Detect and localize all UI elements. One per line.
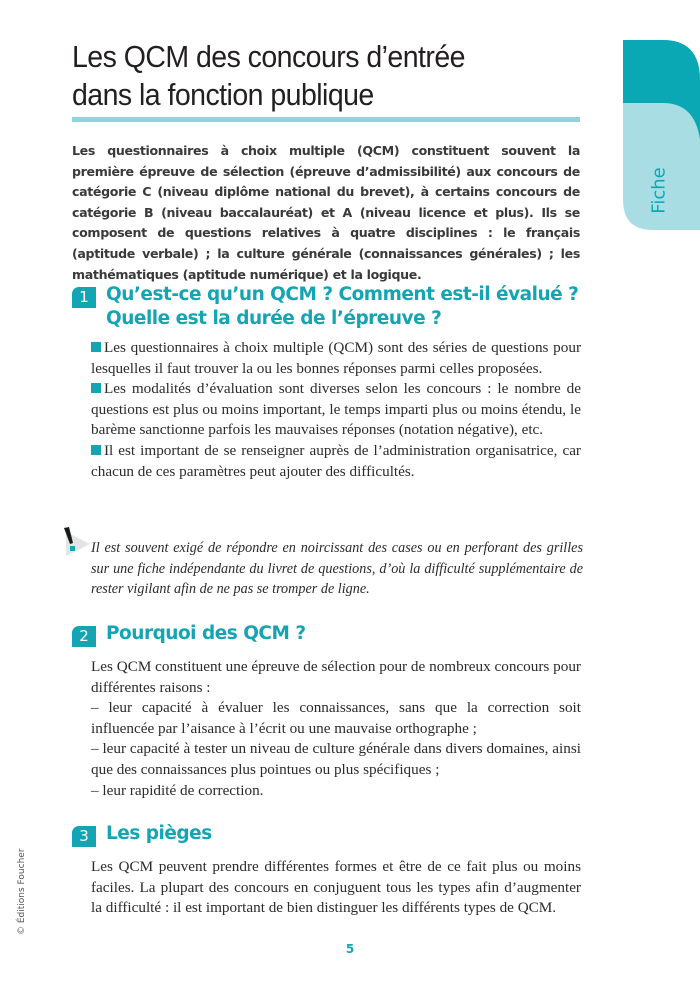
title-underline xyxy=(72,117,580,122)
section-3-heading xyxy=(72,822,212,847)
bullet-text: Il est important de se renseigner auprès de l’administration organisatrice, car chacun de ces paramètres peut ajouter des difficultés. xyxy=(91,441,581,480)
section-heading: Pourquoi des QCM ? xyxy=(106,623,306,644)
square-bullet-icon xyxy=(91,342,101,352)
side-tab-label: Fiche xyxy=(648,167,670,214)
section-number-badge: 1 xyxy=(72,287,96,308)
note-callout: Il est souvent exigé de répondre en noircissant des cases ou en perforant des grilles sur une fiche indépendante du livret de questions, d’où la difficulté supplémentaire de rester vigilant afin de ne pas se tromper de ligne. xyxy=(91,540,583,597)
exclamation-note-icon xyxy=(60,526,92,558)
dash-list-item: – leur capacité à tester un niveau de culture générale dans divers domaines, ainsi que des connaissances plus pointues ou plus spécifiques ; xyxy=(91,740,581,778)
dash-list-item: – leur rapidité de correction. xyxy=(91,781,264,799)
bullet-text: Les modalités d’évaluation sont diverses selon les concours : le nombre de questions est plus ou moins important, le temps imparti plus ou moins étendu, le barème sanctionne parfois les mauvaises réponses (notation négative), etc. xyxy=(91,380,581,439)
section-heading: Les pièges xyxy=(106,823,212,844)
title-line-2: dans la fonction publique xyxy=(72,77,374,112)
section-number-badge: 3 xyxy=(72,826,96,847)
section-1-bullet-list xyxy=(91,338,581,482)
section-heading: Qu’est-ce qu’un QCM ? Comment est-il évalué ? Quelle est la durée de l’épreuve ? xyxy=(106,284,579,329)
page-title xyxy=(72,38,550,114)
fiche-side-tab xyxy=(623,40,700,230)
section-number-badge: 2 xyxy=(72,626,96,647)
section-1-heading xyxy=(72,283,578,331)
section-2-body xyxy=(91,657,581,801)
square-bullet-icon xyxy=(91,383,101,393)
page-number: 5 xyxy=(345,942,355,956)
dash-list-item: – leur capacité à évaluer les connaissances, sans que la correction soit influencée par l’aisance à l’écrit ou une mauvaise orthographe ; xyxy=(91,699,581,737)
bullet-text: Les questionnaires à choix multiple (QCM) sont des séries de questions pour lesquelles il faut trouver la ou les bonnes réponses parmi celles proposées. xyxy=(91,339,581,377)
section-2-intro: Les QCM constituent une épreuve de sélection pour de nombreux concours pour différentes raisons : xyxy=(91,658,581,696)
copyright-notice: © Éditions Foucher xyxy=(17,848,27,935)
intro-paragraph: Les questionnaires à choix multiple (QCM) constituent souvent la première épreuve de sélection (épreuve d’admissibilité) aux concours de catégorie C (niveau diplôme national du brevet), à certains concours de catégorie B (niveau baccalauréat) et A (niveau licence et plus). Ils se composent de questions relatives à quatre disciplines : le français (aptitude verbale) ; la culture générale (connaissances générales) ; les mathématiques (aptitude numérique) et la logique. xyxy=(72,143,580,282)
section-3-body: Les QCM peuvent prendre différentes formes et être de ce fait plus ou moins faciles. La plupart des concours en conjuguent tous les types afin d’augmenter la difficulté : il est important de bien distinguer les différents types de QCM. xyxy=(91,858,581,917)
square-bullet-icon xyxy=(91,445,101,455)
title-line-1: Les QCM des concours d’entrée xyxy=(72,39,465,74)
section-2-heading xyxy=(72,622,306,647)
